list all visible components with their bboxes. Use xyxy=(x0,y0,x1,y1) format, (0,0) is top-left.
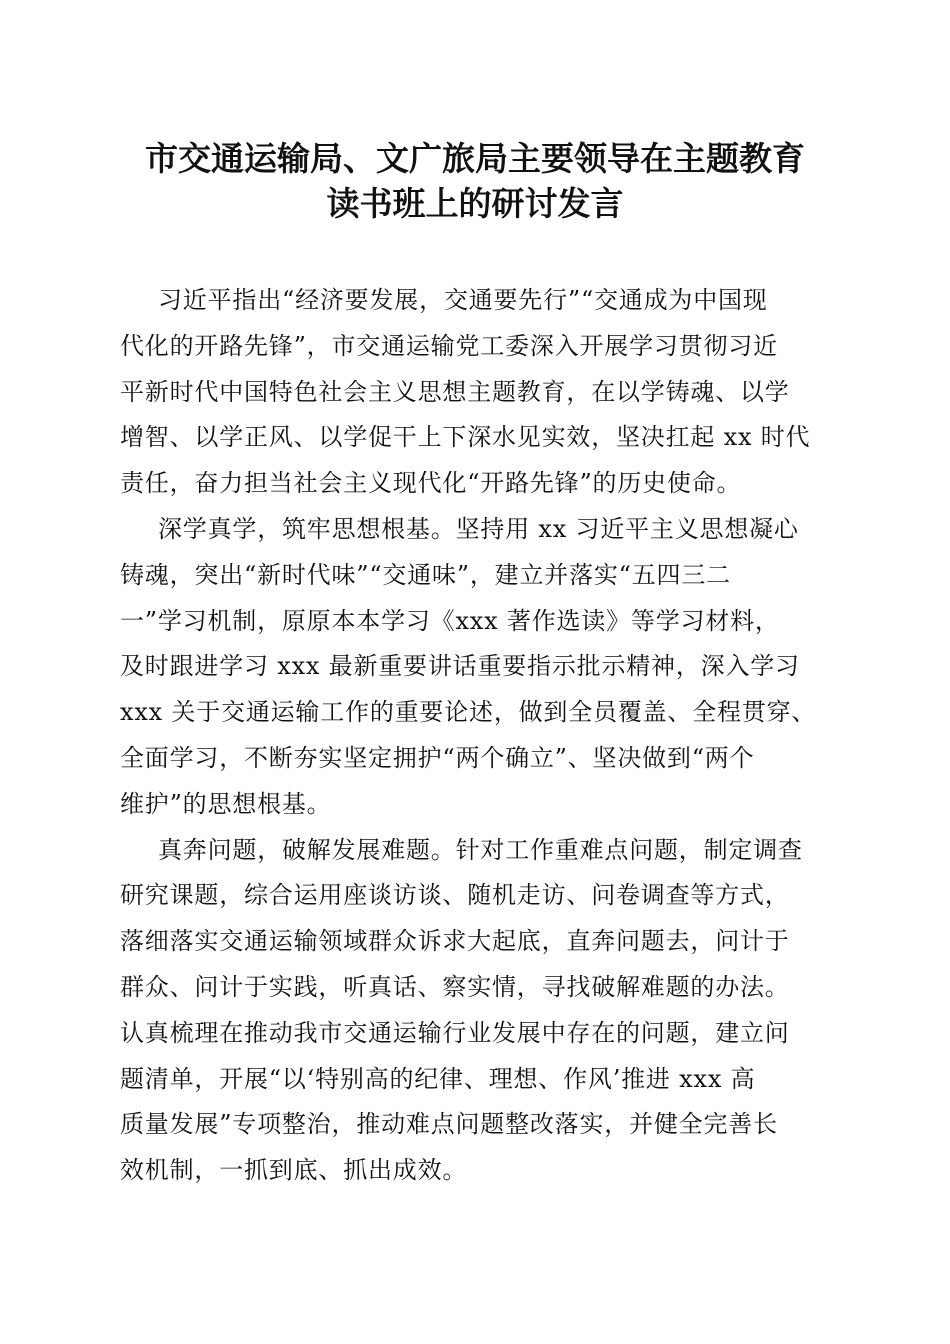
text-line: 落细落实交通运输领域群众诉求大起底，直奔问题去，问计于 xyxy=(120,927,790,956)
text-line: 认真梳理在推动我市交通运输行业发展中存在的问题，建立问 xyxy=(120,1018,790,1047)
text-line: 真奔问题，破解发展难题。针对工作重难点问题，制定调查 xyxy=(158,835,803,864)
text-line: 研究课题，综合运用座谈访谈、随机走访、问卷调查等方式， xyxy=(120,881,790,910)
text-line: 题清单，开展“以‘特别高的纪律、理想、作风’推进 xxx 高 xyxy=(120,1064,756,1093)
text-line: 及时跟进学习 xxx 最新重要讲话重要指示批示精神，深入学习 xyxy=(120,652,800,681)
paragraph-1 xyxy=(120,278,832,507)
text-line: 全面学习，不断夯实坚定拥护“两个确立”、坚决做到“两个 xyxy=(120,743,755,772)
text-line: 习近平指出“经济要发展，交通要先行”“交通成为中国现 xyxy=(158,286,768,314)
paragraph-3 xyxy=(120,828,832,1194)
text-line: 铸魂，突出“新时代味”“交通味”，建立并落实“五四三二 xyxy=(120,560,731,589)
text-line: 代化的开路先锋”，市交通运输党工委深入开展学习贯彻习近 xyxy=(120,331,778,360)
document-body xyxy=(120,278,832,1194)
document-title xyxy=(0,136,950,226)
text-line: 效机制，一抓到底、抓出成效。 xyxy=(120,1156,468,1185)
title-line-1: 市交通运输局、文广旅局主要领导在主题教育 xyxy=(145,139,805,178)
text-line: 增智、以学正风、以学促干上下深水见实效，坚决扛起 xx 时代 xyxy=(120,423,811,452)
text-line: 一”学习机制，原原本本学习《xxx 著作选读》等学习材料， xyxy=(120,606,780,635)
text-line: 责任，奋力担当社会主义现代化“开路先锋”的历史使命。 xyxy=(120,469,742,498)
text-line: 维护”的思想根基。 xyxy=(120,789,332,818)
text-line: 深学真学，筑牢思想根基。坚持用 xx 习近平主义思想凝心 xyxy=(158,514,799,543)
text-line: 质量发展”专项整治，推动难点问题整改落实，并健全完善长 xyxy=(120,1110,778,1139)
text-line: xxx 关于交通运输工作的重要论述，做到全员覆盖、全程贯穿、 xyxy=(120,698,817,727)
title-line-2: 读书班上的研讨发言 xyxy=(326,184,624,223)
paragraph-2 xyxy=(120,507,832,828)
text-line: 平新时代中国特色社会主义思想主题教育，在以学铸魂、以学 xyxy=(120,377,790,406)
text-line: 群众、问计于实践，听真话、察实情，寻找破解难题的办法。 xyxy=(120,972,790,1001)
